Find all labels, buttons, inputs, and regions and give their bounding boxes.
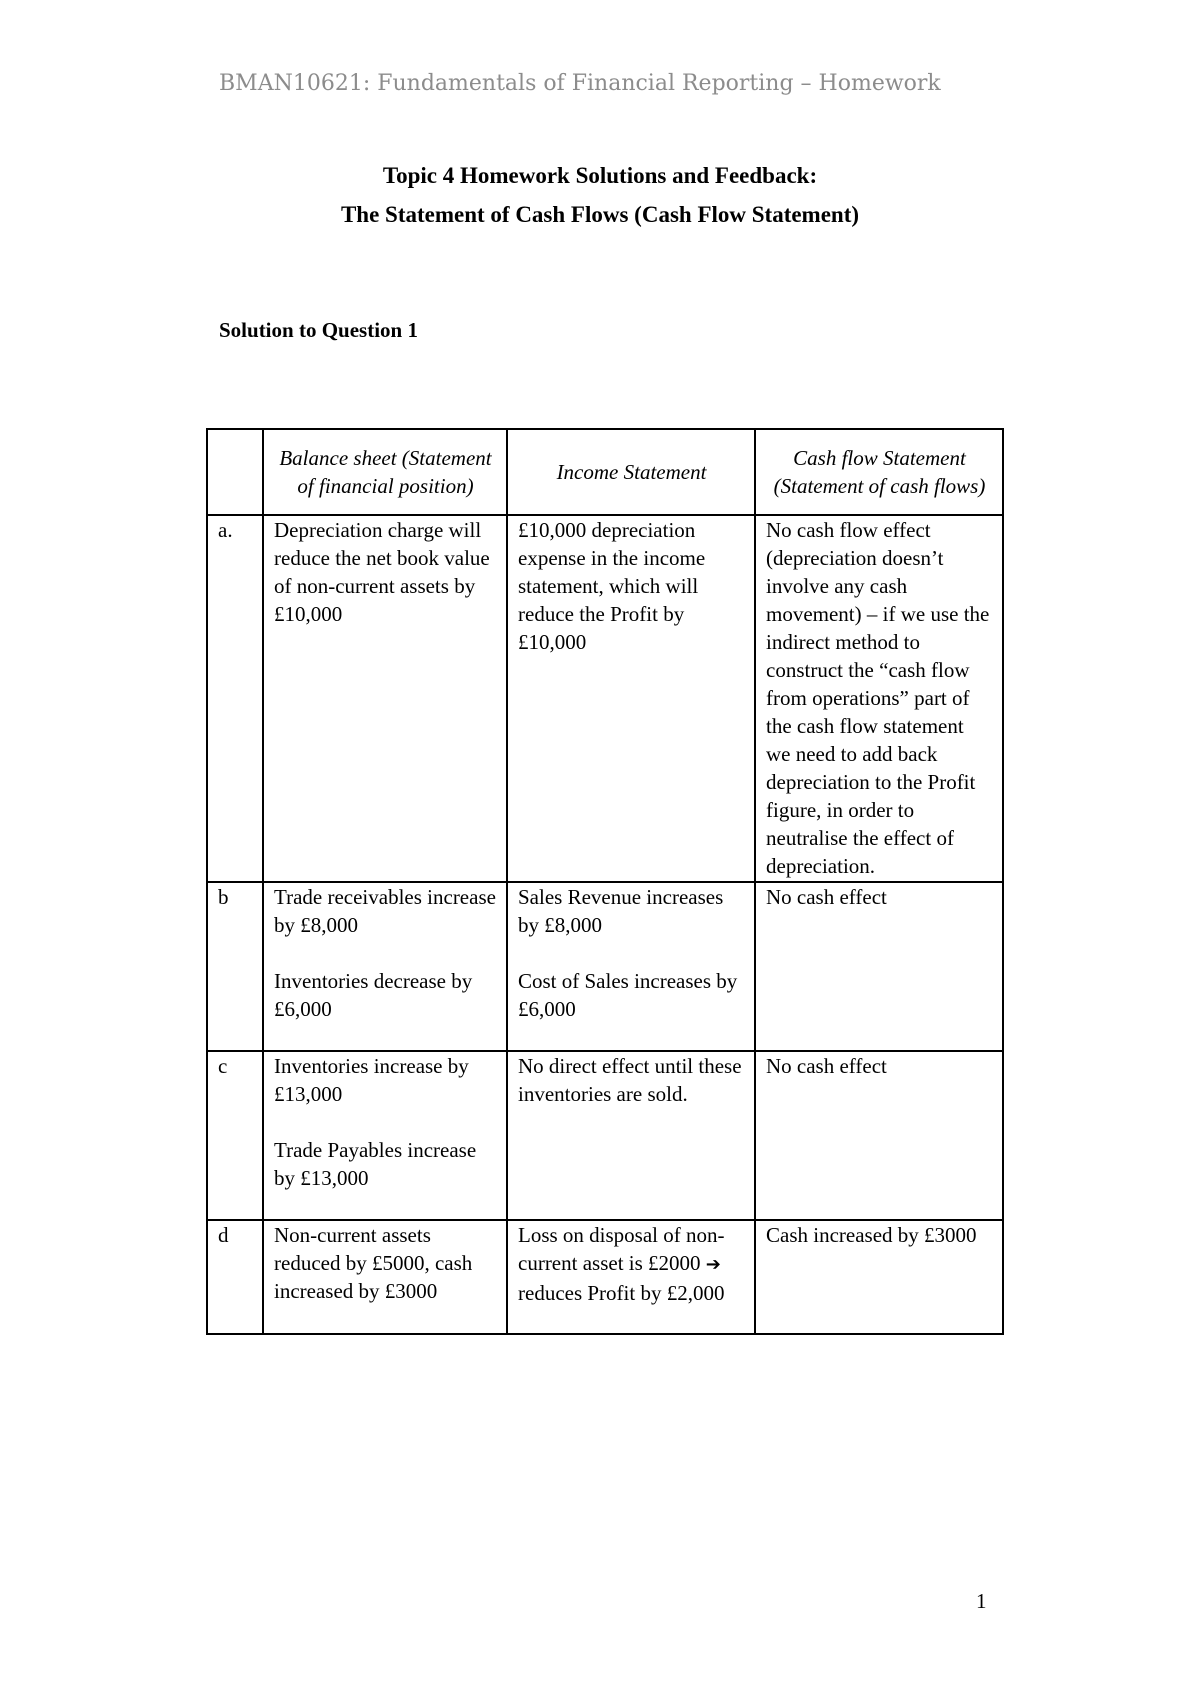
cell-paragraph: Trade Payables increase by £13,000 [274,1138,477,1190]
balance-sheet-cell [263,1051,507,1220]
table-row [207,882,1003,1051]
cell-paragraph: No direct effect until these inventories are sold. [518,1054,742,1106]
cell-paragraph: Cash increased by £3000 [766,1223,977,1247]
balance-sheet-cell [263,1220,507,1334]
table-header-row [207,429,1003,515]
column-header-income-statement: Income Statement [507,429,755,515]
row-label: c [207,1051,263,1220]
column-header-label [207,429,263,515]
balance-sheet-cell [263,515,507,882]
row-label: b [207,882,263,1051]
page-number: 1 [976,1589,987,1613]
row-label: d [207,1220,263,1334]
cash-flow-cell [755,1220,1003,1334]
cell-paragraph: No cash effect [766,885,887,909]
table-row [207,1051,1003,1220]
cell-paragraph: Trade receivables increase by £8,000 [274,885,496,937]
effects-table [206,428,1004,1335]
income-statement-cell [507,1220,755,1334]
cell-paragraph [518,1221,745,1307]
cell-paragraph: Sales Revenue increases by £8,000 [518,885,724,937]
balance-sheet-cell [263,882,507,1051]
title-line-1: Topic 4 Homework Solutions and Feedback: [382,163,818,188]
reduces-profit-text: reduces Profit by £2,000 [518,1281,725,1305]
cell-paragraph: Inventories decrease by £6,000 [274,969,473,1021]
income-statement-cell [507,515,755,882]
column-header-cash-flow: Cash flow Statement (Statement of cash flows) [755,429,1003,515]
cell-paragraph: No cash flow effect (depreciation doesn’t involve any cash movement) – if we use the indirect method to construct the “cash flow from operations” part of the cash flow statement we need to add back depreciation to the Profit figure, in order to neutralise the effect of depreciation. [766,518,990,878]
cell-paragraph: Cost of Sales increases by £6,000 [518,969,738,1021]
cell-paragraph: £10,000 depreciation expense in the income statement, which will reduce the Profit by £10,000 [518,518,706,654]
cash-flow-cell [755,515,1003,882]
document-title [0,156,1200,234]
right-arrow-icon: ➔ [705,1254,721,1275]
cell-paragraph: No cash effect [766,1054,887,1078]
cell-paragraph: Non-current assets reduced by £5000, cash increased by £3000 [274,1223,473,1303]
cash-flow-cell [755,882,1003,1051]
cell-paragraph: Inventories increase by £13,000 [274,1054,469,1106]
row-label: a. [207,515,263,882]
section-heading: Solution to Question 1 [219,318,418,342]
cell-paragraph: Depreciation charge will reduce the net book value of non-current assets by £10,000 [274,518,490,626]
column-header-balance-sheet: Balance sheet (Statement of financial position) [263,429,507,515]
cash-flow-cell [755,1051,1003,1220]
table-row [207,1220,1003,1334]
income-statement-cell [507,882,755,1051]
title-line-2: The Statement of Cash Flows (Cash Flow Statement) [340,202,860,227]
loss-on-disposal-text: Loss on disposal of non-current asset is £2000 [518,1223,725,1275]
document-header: BMAN10621: Fundamentals of Financial Reporting – Homework [219,71,941,96]
income-statement-cell [507,1051,755,1220]
table-row [207,515,1003,882]
